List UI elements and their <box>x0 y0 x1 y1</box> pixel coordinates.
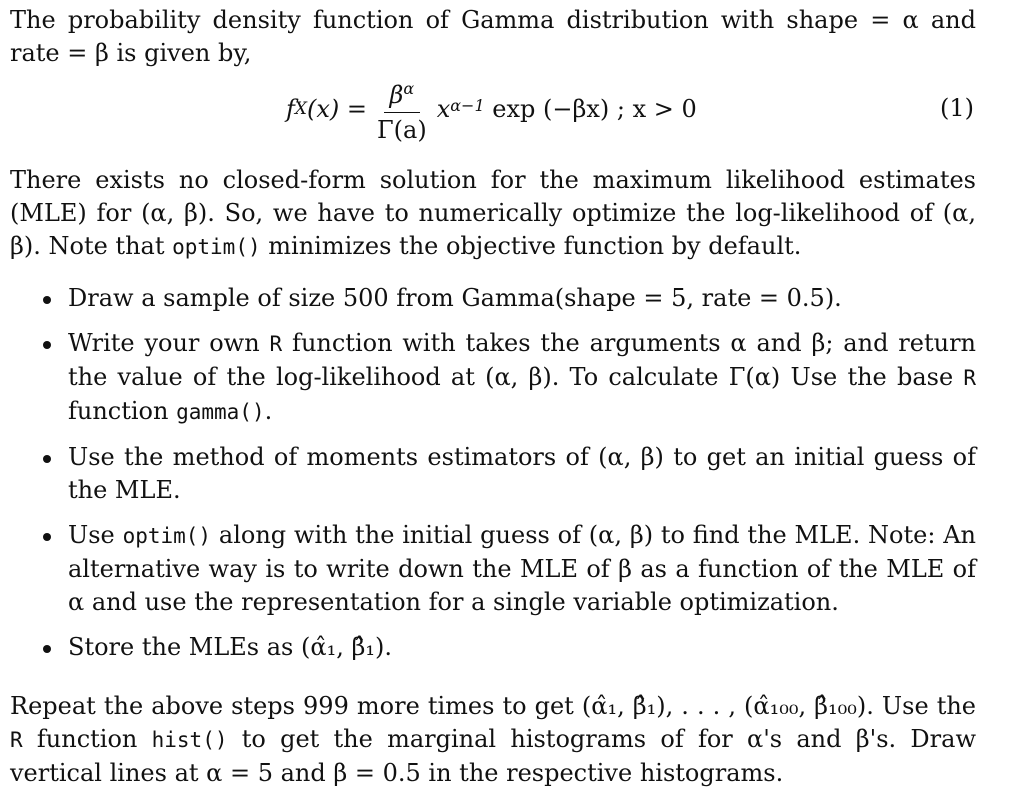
eq-body-rest: exp (−βx) ; x > 0 <box>484 95 697 123</box>
eq-numerator <box>384 74 421 113</box>
bullet-icon <box>43 645 51 653</box>
eq-denominator: Γ(a) <box>377 115 427 144</box>
list-item <box>10 519 984 619</box>
bullet-icon <box>43 296 51 304</box>
optim-code: optim() <box>172 235 261 259</box>
mle-text-before: There exists no closed-form solution for the maximum likelihood estimates (MLE) for (α, β). So, we have to numerically optimize the log-likelihood of (α, β). Note that <box>10 166 984 260</box>
bullet-1-text: Draw a sample of size 500 from Gamma(shape = 5, rate = 0.5). <box>68 284 842 312</box>
gamma-pdf-equation <box>286 76 697 142</box>
eq-body-sup: α−1 <box>450 95 485 115</box>
bullet-4-code1: optim() <box>122 524 212 548</box>
intro-paragraph <box>10 4 984 70</box>
task-list <box>10 282 984 664</box>
eq-lhs-sub: X <box>294 99 307 119</box>
bullet-2-part1: Write your own <box>68 329 270 357</box>
eq-fraction <box>371 74 433 145</box>
bullet-2-part4: . <box>264 397 273 425</box>
list-item <box>10 441 984 507</box>
eq-numerator-base: β <box>389 80 404 109</box>
bullet-2-code2: R <box>963 366 976 390</box>
eq-lhs: f <box>286 95 295 123</box>
eq-lhs-arg: (x) = <box>307 95 367 123</box>
eq-numerator-sup: α <box>403 78 415 98</box>
equation-number: (1) <box>940 94 974 122</box>
bullet-2-part2: function with takes the arguments α and β; and return the value of the log-likelihood at (α, β). To calculate Γ(α) Use the base <box>68 329 984 391</box>
list-item <box>10 631 976 664</box>
bullet-5-text: Store the MLEs as (α̂₁, β̂₁). <box>68 633 392 661</box>
repeat-part3: to get the marginal histograms of for α's and β's. Draw vertical lines at α = 5 and β = 0.5 in the respective histograms. <box>10 725 984 787</box>
intro-text: The probability density function of Gamma distribution with shape = α and rate = β is given by, <box>10 6 984 67</box>
eq-body-var: x <box>436 95 451 123</box>
bullet-2-part3: function <box>68 363 984 425</box>
repeat-code1: R <box>10 728 23 752</box>
bullet-4-part1: Use <box>68 521 123 549</box>
equation-row <box>10 72 976 150</box>
hist-code: hist() <box>151 728 228 752</box>
mle-paragraph <box>10 164 984 264</box>
repeat-part1: Repeat the above steps 999 more times to get (α̂₁, β̂₁), . . . , (α̂₁₀₀, β̂₁₀₀). Use the <box>10 692 984 720</box>
mle-text-after: minimizes the objective function by default. <box>260 232 802 260</box>
bullet-icon <box>43 455 51 463</box>
bullet-4-part2: along with the initial guess of (α, β) to find the MLE. Note: An alternative way is to write down the MLE of β as a function of the MLE of α and use the representation for a single variable optimization. <box>68 521 984 616</box>
list-item <box>10 327 984 429</box>
bullet-icon <box>43 341 51 349</box>
bullet-2-code1: R <box>269 332 283 356</box>
list-item <box>10 282 976 315</box>
bullet-3-text: Use the method of moments estimators of (α, β) to get an initial guess of the MLE. <box>68 443 984 504</box>
bullet-2-code3: gamma() <box>176 400 265 424</box>
repeat-part2: function <box>22 725 152 753</box>
repeat-paragraph <box>10 690 984 790</box>
bullet-icon <box>43 533 51 541</box>
